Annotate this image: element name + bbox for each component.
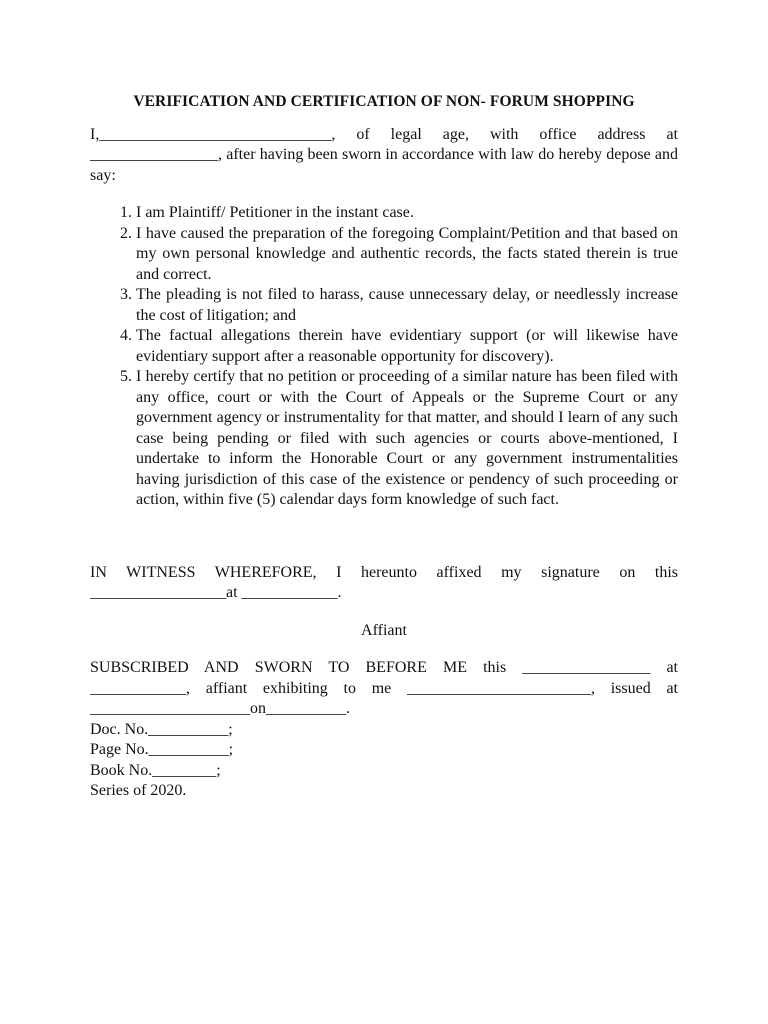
subscribed-paragraph: SUBSCRIBED AND SWORN TO BEFORE ME this ________________ at ____________, affiant exhibiting to me _______________________, issued at ____________________on__________. xyxy=(90,659,678,717)
statement-item-4: 4. The factual allegations therein have evidentiary support (or will likewise have evidentiary support after a reasonable opportunity for discovery). xyxy=(136,326,678,367)
affiant-label: Affiant xyxy=(361,621,407,639)
document-title: VERIFICATION AND CERTIFICATION OF NON- FORUM SHOPPING xyxy=(133,93,635,110)
document-page xyxy=(90,92,678,802)
statements-list xyxy=(90,203,678,511)
series-line: Series of 2020. xyxy=(90,782,187,799)
intro-paragraph: I,_____________________________, of legal age, with office address at ________________, after having been sworn in accordance with law do hereby depose and say: xyxy=(90,125,678,184)
witness-paragraph: IN WITNESS WHEREFORE, I hereunto affixed my signature on this _________________at ____________. xyxy=(90,563,678,601)
statement-item-3: 3. The pleading is not filed to harass, cause unnecessary delay, or needlessly increase the cost of litigation; and xyxy=(136,285,678,326)
doc-number-line: Doc. No.__________; xyxy=(90,720,233,738)
statement-item-1: 1. I am Plaintiff/ Petitioner in the instant case. xyxy=(136,203,678,224)
statement-item-2: 2. I have caused the preparation of the foregoing Complaint/Petition and that based on my own personal knowledge and authentic records, the facts stated therein is true and correct. xyxy=(136,224,678,286)
notary-details xyxy=(90,720,678,802)
page-number-line: Page No.__________; xyxy=(90,741,234,758)
statement-item-5: 5. I hereby certify that no petition or proceeding of a similar nature has been filed with any office, court or with the Court of Appeals or the Supreme Court or any government agency or instrumentality for that matter, and should I learn of any such case being pending or filed with such agencies or courts above-mentioned, I undertake to inform the Honorable Court or any government instrumentalities having jurisdiction of this case of the existence or pendency of such proceeding or action, within five (5) calendar days form knowledge of such fact. xyxy=(136,367,678,511)
book-number-line: Book No.________; xyxy=(90,761,221,779)
